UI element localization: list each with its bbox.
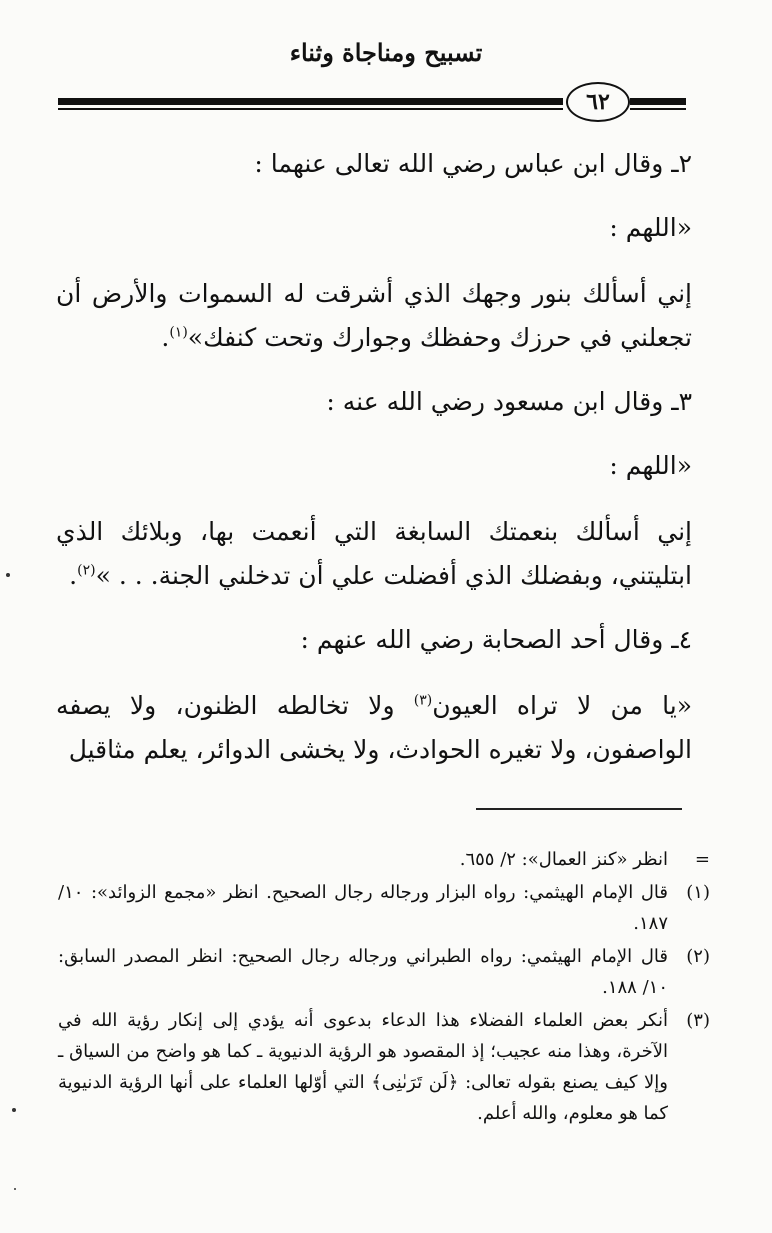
item4-intro: ٤ـ وقال أحد الصحابة رضي الله عنهم : xyxy=(300,625,692,654)
footnote-1 xyxy=(58,877,710,939)
item4-prayer-text-b: ولا تخالطه الظنون، ولا يصفه الواصفون، ولا تغيره الحوادث، ولا يخشى الدوائر، يعلم مثاقيل xyxy=(56,691,692,764)
item3-prayer-end: . xyxy=(69,561,78,590)
item2-prayer-end: . xyxy=(161,323,170,352)
footnote-2 xyxy=(58,941,710,1003)
item3-prayer xyxy=(56,510,692,598)
header-rule-left xyxy=(58,98,563,105)
footnote-ref-2: (٢) xyxy=(77,562,96,579)
footnote-3-text: أنكر بعض العلماء الفضلاء هذا الدعاء بدعوى أنه يؤدي إلى إنكار رؤية الله في الآخرة، وهذا منه عجيب؛ إذ المقصود هو الرؤية الدنيوية ـ كما هو واضح من السياق ـ وإلا كيف يصنع بقوله تعالى: ﴿لَن تَرَىٰنِى﴾ التي أوّلها العلماء على أنها الرؤية الدنيوية كما هو معلوم، والله أعلم. xyxy=(58,1010,668,1124)
scan-speck xyxy=(6,573,10,577)
header-rule-right xyxy=(630,98,686,105)
main-text xyxy=(56,142,692,772)
footnote-3 xyxy=(58,1005,710,1129)
item2-prayer-text: إني أسألك بنور وجهك الذي أشرقت له السموات والأرض أن تجعلني في حرزك وحفظك وجوارك وتحت كنفك» xyxy=(56,279,692,352)
item2-opening: «اللهم : xyxy=(609,213,692,242)
scan-speck xyxy=(14,1188,16,1190)
item2-prayer xyxy=(56,272,692,360)
footnote-continued-text: انظر «كنز العمال»: ٢/ ٦٥٥. xyxy=(459,849,668,870)
scan-speck xyxy=(12,1108,16,1112)
item3-intro: ٣ـ وقال ابن مسعود رضي الله عنه : xyxy=(326,387,692,416)
footnote-1-mark: (١) xyxy=(686,882,710,903)
footnotes xyxy=(58,844,710,1131)
running-title: تسبيح ومناجاة وثناء xyxy=(289,38,483,67)
footnote-ref-1: (١) xyxy=(169,324,188,341)
page-number: ٦٢ xyxy=(566,82,630,122)
item3-prayer-text: إني أسألك بنعمتك السابغة التي أنعمت بها، وبلائك الذي ابتليتني، وبفضلك الذي أفضلت علي أن تدخلني الجنة. . . » xyxy=(56,517,692,590)
footnote-continued-mark: = xyxy=(694,849,710,870)
footnote-2-mark: (٢) xyxy=(686,946,710,967)
footnote-2-text: قال الإمام الهيثمي: رواه الطبراني ورجاله رجال الصحيح: انظر المصدر السابق: ١٠/ ١٨٨. xyxy=(58,946,668,998)
footnote-separator xyxy=(476,808,682,810)
item3-opening: «اللهم : xyxy=(609,451,692,480)
footnote-ref-3: (٣) xyxy=(413,692,433,709)
footnote-3-mark: (٣) xyxy=(686,1010,710,1031)
footnote-1-text: قال الإمام الهيثمي: رواه البزار ورجاله رجال الصحيح. انظر «مجمع الزوائد»: ١٠/ ١٨٧. xyxy=(58,882,668,934)
item2-intro: ٢ـ وقال ابن عباس رضي الله تعالى عنهما : xyxy=(254,149,692,178)
item4-prayer xyxy=(56,684,692,772)
footnote-continued xyxy=(58,844,710,875)
item4-prayer-text-a: «يا من لا تراه العيون xyxy=(432,691,692,720)
